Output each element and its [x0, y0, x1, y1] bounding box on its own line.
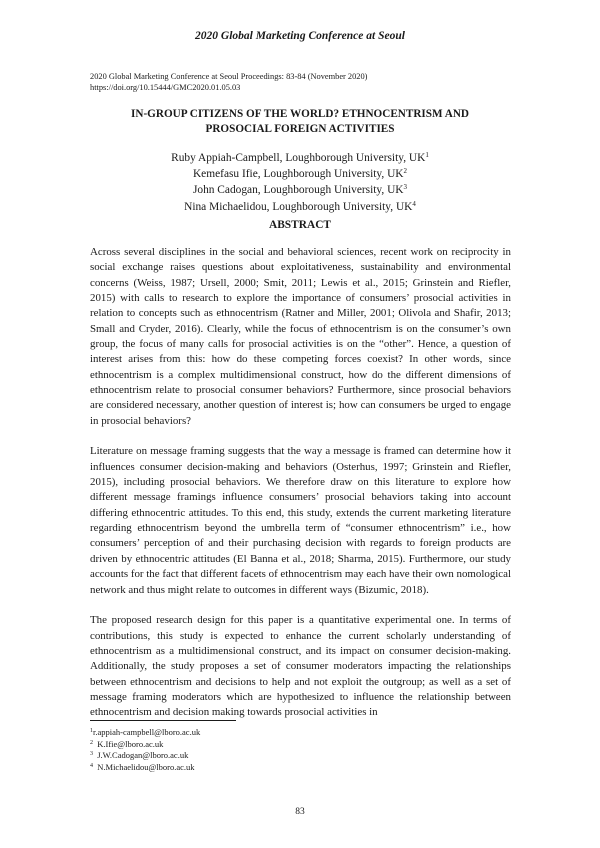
footnote-mark: 4: [412, 199, 416, 208]
footnote-mark: 2: [90, 739, 93, 746]
abstract-heading: ABSTRACT: [268, 219, 332, 231]
footnote-mark: 4: [90, 762, 93, 769]
author-name: John Cadogan, Loughborough University, UK: [192, 184, 404, 197]
footnote-mark: 2: [403, 167, 408, 176]
footnote-email[interactable]: J.W.Cadogan@lboro.ac.uk: [97, 750, 189, 761]
author-name: Nina Michaelidou, Loughborough University, UK: [184, 200, 413, 213]
paper-title: [80, 107, 520, 137]
footnote-mark: 3: [403, 183, 408, 192]
author-line: [80, 150, 520, 166]
footnote-divider: [90, 720, 236, 721]
title-line-1: IN-GROUP CITIZENS OF THE WORLD? ETHNOCENTRISM AND: [131, 108, 469, 120]
footnote-mark: 1: [425, 151, 429, 159]
doi-link[interactable]: https://doi.org/10.15444/GMC2020.01.05.03: [90, 83, 241, 92]
paragraph: Literature on message framing suggests that the way a message is framed can determine how it influences consumer decision-making and behaviors (Osterhus, 1997; Grinstein and Riefler, 2015), including prosocial behaviors. We therefore draw on this literature to explore how different message framings influence consumers’ prosocial behaviors taking into account differing ethnocentric attitudes. To this end, this study, extends the current marketing literature regarding ethnocentrism beyond the umbrella term of “consumer ethnocentrism” i.e., how consumers’ perception of and their purchasing decision with regards to foreign products are driven by ethnocentric attitudes (El Banna et al., 2018; Sharma, 2015). Furthermore, our study accounts for the fact that different facets of ethnocentrism may each have their own nomological network and thus might relate to outcomes in different ways (Bizumic, 2018).: [90, 445, 511, 596]
footnote-email[interactable]: N.Michaelidou@lboro.ac.uk: [97, 761, 195, 772]
paragraph: The proposed research design for this paper is a quantitative experimental one. In terms of contributions, this study is expected to enhance the current scholarly understanding of ethnocentrism as a multidimensional construct, and its impact on consumer decision-making. Additionally, the study proposes a set of consumer moderators impacting the relationships between ethnocentrism and decisions to help and not exploit the outgroup; as well as a set of message framing moderators which are hypothesized to influence the relationship between ethnocentrism and decision making towards prosocial activities in: [90, 614, 511, 719]
running-head: 2020 Global Marketing Conference at Seoul: [195, 30, 405, 42]
footnote: [90, 750, 390, 762]
footnote: [90, 739, 390, 751]
author-list: [80, 150, 520, 215]
author-line: [80, 166, 520, 182]
page-number: 83: [295, 807, 305, 817]
footnotes: [90, 727, 390, 773]
footnote-email[interactable]: K.Ifie@lboro.ac.uk: [97, 738, 164, 749]
author-line: [80, 199, 520, 215]
author-name: Ruby Appiah-Campbell, Loughborough University, UK: [171, 152, 426, 164]
proceedings-info: [90, 71, 510, 93]
paragraph: Across several disciplines in the social and behavioral sciences, recent work on reciprocity in social exchange raises questions about exploitativeness, sustainability and environmental concerns (Weiss, 1987; Ursell, 2000; Smit, 2011; Lewis et al., 2015; Grinstein and Riefler, 2015) with calls to research to explore the importance of consumers’ prosocial activities in relation to concepts such as ethnocentrism (Ratner and Miller, 2001; Olivola and Shafir, 2013; Small and Cryder, 2016). Clearly, while the focus of ethnocentrism is on the consumer’s own group, the focus of many calls for prosocial activities is on the “other”. Hence, a question of interest arises from this: how do these competing forces coexist? In other words, since ethnocentrism is a complex multidimensional construct, how do the different dimensions of ethnocentrism relate to prosocial consumer behaviors? Furthermore, since prosocial behaviors are considered necessary, another question of interest is; how can consumers be urged to engage in prosocial behaviors?: [90, 246, 511, 427]
footnote: [90, 762, 390, 774]
author-line: [80, 182, 520, 198]
abstract-body: [90, 245, 511, 736]
author-name: Kemefasu Ifie, Loughborough University, UK: [192, 168, 404, 181]
title-line-2: PROSOCIAL FOREIGN ACTIVITIES: [205, 123, 395, 135]
footnote: [90, 727, 390, 739]
footnote-email[interactable]: r.appiah-campbell@lboro.ac.uk: [93, 727, 201, 737]
footnote-mark: 1: [90, 728, 93, 734]
proceedings-line: 2020 Global Marketing Conference at Seoul Proceedings: 83-84 (November 2020): [90, 72, 368, 81]
footnote-mark: 3: [90, 751, 93, 758]
